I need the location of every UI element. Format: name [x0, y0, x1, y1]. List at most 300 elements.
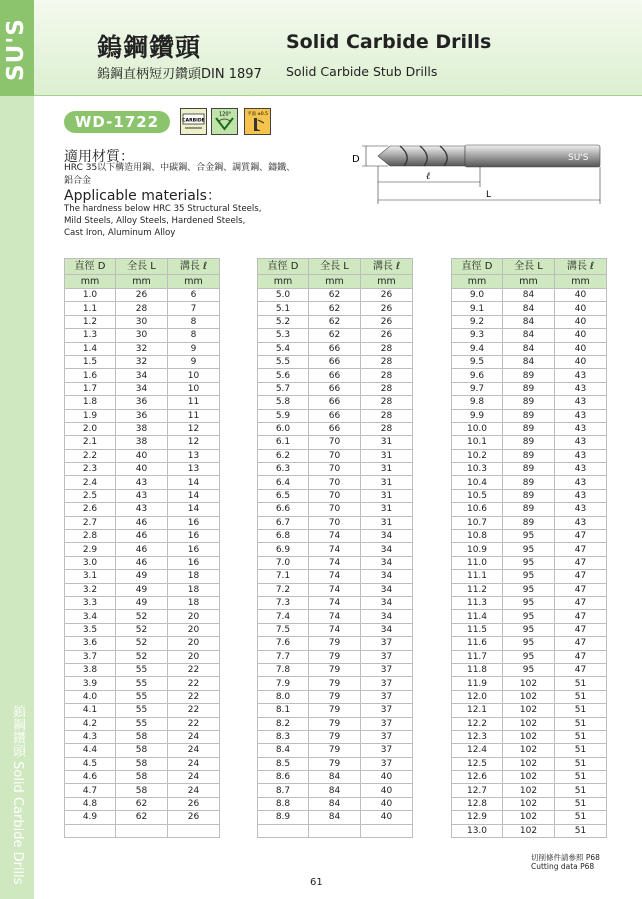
cell-diameter: 13.0: [452, 824, 503, 837]
cell-flute-length: 31: [361, 449, 413, 462]
table-row: [258, 663, 413, 676]
table-row: [452, 315, 607, 328]
cell-diameter: 11.9: [452, 677, 503, 690]
cell-total-length: 58: [116, 744, 168, 757]
table-row: [258, 342, 413, 355]
header-divider: [34, 95, 642, 96]
cell-flute-length: 10: [168, 382, 220, 395]
table-row: [452, 302, 607, 315]
cell-flute-length: 18: [168, 570, 220, 583]
col-total-length: 全長 L: [116, 259, 168, 275]
drill-diagram: [340, 132, 610, 212]
materials-text-zh: HRC 35以下構造用鋼、中碳鋼、合金鋼、調質鋼、鑄鐵、鋁合金: [64, 163, 296, 186]
cell-flute-length: 40: [555, 302, 607, 315]
cell-diameter: 11.7: [452, 650, 503, 663]
cell-diameter: 1.6: [65, 369, 116, 382]
cell-diameter: 4.3: [65, 730, 116, 743]
cell-diameter: 8.9: [258, 811, 309, 824]
cell-flute-length: 28: [361, 355, 413, 368]
cell-flute-length: 13: [168, 463, 220, 476]
table-row: [258, 355, 413, 368]
cell-flute-length: 22: [168, 663, 220, 676]
table-row: [65, 396, 220, 409]
cell-total-length: 62: [309, 329, 361, 342]
table-row: [258, 610, 413, 623]
col-flute-length: 溝長 ℓ: [555, 259, 607, 275]
table-row: [258, 449, 413, 462]
carbide-icon: [180, 108, 207, 135]
cell-flute-length: 51: [555, 771, 607, 784]
table-row: [452, 489, 607, 502]
cell-diameter: 1.7: [65, 382, 116, 395]
cell-flute-length: 26: [361, 302, 413, 315]
unit: mm: [65, 275, 116, 289]
cell-flute-length: 51: [555, 744, 607, 757]
cell-total-length: 40: [116, 449, 168, 462]
cell-diameter: 8.0: [258, 690, 309, 703]
cell-diameter: 2.5: [65, 489, 116, 502]
cell-diameter: 12.3: [452, 730, 503, 743]
cell-flute-length: 28: [361, 369, 413, 382]
table-row: [65, 516, 220, 529]
cell-diameter: 7.2: [258, 583, 309, 596]
cell-total-length: 89: [503, 396, 555, 409]
table-row: [452, 623, 607, 636]
table-row: [258, 315, 413, 328]
cell-total-length: 79: [309, 637, 361, 650]
cell-diameter: 10.3: [452, 463, 503, 476]
cell-total-length: 62: [309, 302, 361, 315]
cell-total-length: 36: [116, 396, 168, 409]
cell-diameter: 1.8: [65, 396, 116, 409]
table-row: [258, 690, 413, 703]
cell-total-length: 66: [309, 355, 361, 368]
cell-flute-length: 20: [168, 637, 220, 650]
table-row: [258, 811, 413, 824]
cell-total-length: 84: [503, 342, 555, 355]
cell-flute-length: 51: [555, 757, 607, 770]
cell-total-length: 58: [116, 771, 168, 784]
cell-flute-length: 47: [555, 543, 607, 556]
drill-mark: SU'S: [568, 153, 589, 163]
col-flute-length: 溝長 ℓ: [168, 259, 220, 275]
cell-diameter: 5.0: [258, 289, 309, 302]
cell-total-length: 89: [503, 409, 555, 422]
cell-flute-length: 24: [168, 757, 220, 770]
cell-diameter: 11.0: [452, 556, 503, 569]
cell-total-length: 26: [116, 289, 168, 302]
cell-diameter: 9.6: [452, 369, 503, 382]
cell-flute-length: [168, 824, 220, 837]
cell-total-length: 84: [503, 329, 555, 342]
cell-total-length: 95: [503, 637, 555, 650]
table-row: [65, 342, 220, 355]
cell-total-length: 79: [309, 730, 361, 743]
cell-diameter: 11.2: [452, 583, 503, 596]
table-row: [258, 476, 413, 489]
cell-diameter: 12.4: [452, 744, 503, 757]
cell-diameter: 12.5: [452, 757, 503, 770]
cell-diameter: 3.3: [65, 596, 116, 609]
cell-total-length: 46: [116, 530, 168, 543]
cell-total-length: 79: [309, 677, 361, 690]
cell-total-length: 95: [503, 543, 555, 556]
cell-flute-length: 31: [361, 463, 413, 476]
col-total-length: 全長 L: [503, 259, 555, 275]
cell-diameter: 4.5: [65, 757, 116, 770]
cell-diameter: 5.9: [258, 409, 309, 422]
table-row: [258, 650, 413, 663]
cutting-data-ref-zh: 切削條件請參照 P68: [531, 853, 600, 862]
table-row: [258, 730, 413, 743]
cell-diameter: 6.9: [258, 543, 309, 556]
cell-total-length: 89: [503, 422, 555, 435]
cell-flute-length: 12: [168, 436, 220, 449]
cell-total-length: 89: [503, 382, 555, 395]
cell-diameter: 12.8: [452, 797, 503, 810]
cell-total-length: 36: [116, 409, 168, 422]
cell-total-length: 102: [503, 717, 555, 730]
materials-line: Mild Steels, Alloy Steels, Hardened Steels,: [64, 216, 246, 226]
table-row: [452, 610, 607, 623]
table-row: [65, 637, 220, 650]
cell-diameter: 7.6: [258, 637, 309, 650]
cell-flute-length: 40: [361, 797, 413, 810]
cell-total-length: 84: [503, 315, 555, 328]
table-row: [452, 409, 607, 422]
cell-diameter: 5.5: [258, 355, 309, 368]
table-row: [65, 623, 220, 636]
cell-flute-length: 6: [168, 289, 220, 302]
cell-flute-length: 31: [361, 476, 413, 489]
cell-total-length: 70: [309, 476, 361, 489]
table-row: [65, 503, 220, 516]
table-row: [452, 543, 607, 556]
cell-flute-length: 51: [555, 704, 607, 717]
table-row: [258, 436, 413, 449]
subtitle-zh: 鎢鋼直柄短刃鑽頭DIN 1897: [97, 67, 262, 82]
cell-flute-length: 31: [361, 516, 413, 529]
table-row: [452, 784, 607, 797]
table-row: [65, 355, 220, 368]
cutting-data-ref-en: Cutting data P68: [531, 862, 595, 871]
table-row: [452, 369, 607, 382]
cell-flute-length: 37: [361, 730, 413, 743]
table-row: [452, 771, 607, 784]
cell-total-length: 55: [116, 663, 168, 676]
cell-diameter: 8.1: [258, 704, 309, 717]
cell-total-length: 89: [503, 489, 555, 502]
cell-total-length: 84: [309, 771, 361, 784]
cell-diameter: 3.5: [65, 623, 116, 636]
table-row: [65, 556, 220, 569]
cell-diameter: 8.8: [258, 797, 309, 810]
table-row: [65, 329, 220, 342]
cell-diameter: 8.4: [258, 744, 309, 757]
table-row: [258, 704, 413, 717]
table-row: [258, 422, 413, 435]
cell-flute-length: 51: [555, 811, 607, 824]
cell-total-length: 74: [309, 610, 361, 623]
cell-diameter: 10.0: [452, 422, 503, 435]
cell-diameter: 3.0: [65, 556, 116, 569]
cell-flute-length: 37: [361, 663, 413, 676]
cell-flute-length: 24: [168, 784, 220, 797]
cell-flute-length: 24: [168, 730, 220, 743]
materials-heading-zh: 適用材質：: [64, 149, 134, 165]
cell-total-length: 79: [309, 704, 361, 717]
table-row: [65, 744, 220, 757]
cell-total-length: 46: [116, 516, 168, 529]
cell-flute-length: 51: [555, 824, 607, 837]
table-row: [65, 302, 220, 315]
table-row: [258, 596, 413, 609]
cell-flute-length: 51: [555, 730, 607, 743]
cell-diameter: 9.4: [452, 342, 503, 355]
table-row: [452, 757, 607, 770]
cell-total-length: 32: [116, 342, 168, 355]
cell-total-length: 49: [116, 583, 168, 596]
cell-flute-length: 26: [361, 329, 413, 342]
cell-flute-length: 40: [555, 329, 607, 342]
table-row: [65, 570, 220, 583]
cell-diameter: 1.1: [65, 302, 116, 315]
table-row: [258, 744, 413, 757]
table-row: [452, 637, 607, 650]
table-row: [65, 583, 220, 596]
table-row: [258, 516, 413, 529]
cell-flute-length: 43: [555, 449, 607, 462]
table-row: [65, 530, 220, 543]
table-row: [258, 382, 413, 395]
cell-flute-length: 28: [361, 422, 413, 435]
table-row: [452, 476, 607, 489]
cell-total-length: 102: [503, 797, 555, 810]
cell-diameter: 4.4: [65, 744, 116, 757]
cell-flute-length: 34: [361, 556, 413, 569]
cell-flute-length: 43: [555, 396, 607, 409]
table-row: [65, 369, 220, 382]
cell-total-length: 46: [116, 556, 168, 569]
cell-diameter: 5.7: [258, 382, 309, 395]
table-row: [452, 596, 607, 609]
cell-flute-length: 43: [555, 489, 607, 502]
cell-total-length: 102: [503, 730, 555, 743]
cell-flute-length: 34: [361, 596, 413, 609]
table-row: [258, 583, 413, 596]
cell-flute-length: 9: [168, 342, 220, 355]
materials-line: The hardness below HRC 35 Structural Steels,: [64, 204, 262, 214]
cell-diameter: 11.4: [452, 610, 503, 623]
cell-total-length: 95: [503, 610, 555, 623]
cell-total-length: 70: [309, 436, 361, 449]
cell-diameter: 7.9: [258, 677, 309, 690]
table-row: [258, 463, 413, 476]
cell-flute-length: 47: [555, 623, 607, 636]
cell-diameter: 11.6: [452, 637, 503, 650]
cell-diameter: 2.8: [65, 530, 116, 543]
cell-diameter: 6.3: [258, 463, 309, 476]
cell-flute-length: 43: [555, 369, 607, 382]
table-row: [258, 302, 413, 315]
cell-total-length: 79: [309, 663, 361, 676]
table-row: [452, 556, 607, 569]
svg-text:平面 ±0.5: 平面 ±0.5: [247, 112, 268, 117]
cell-flute-length: 26: [168, 811, 220, 824]
table-row: [65, 543, 220, 556]
table-row: [452, 730, 607, 743]
cell-diameter: 5.2: [258, 315, 309, 328]
table-row: [65, 610, 220, 623]
table-row: [258, 556, 413, 569]
cell-diameter: 7.0: [258, 556, 309, 569]
cell-diameter: 6.2: [258, 449, 309, 462]
cell-diameter: 12.7: [452, 784, 503, 797]
cell-flute-length: 34: [361, 583, 413, 596]
table-row: [452, 422, 607, 435]
cell-diameter: 10.5: [452, 489, 503, 502]
cell-flute-length: 26: [361, 315, 413, 328]
cell-diameter: [258, 824, 309, 837]
cell-flute-length: 14: [168, 476, 220, 489]
table-row: [452, 530, 607, 543]
cell-diameter: 7.5: [258, 623, 309, 636]
cell-total-length: 52: [116, 610, 168, 623]
cell-flute-length: 24: [168, 771, 220, 784]
cell-flute-length: 31: [361, 503, 413, 516]
cell-total-length: 34: [116, 369, 168, 382]
table-row: [65, 409, 220, 422]
cell-flute-length: 47: [555, 570, 607, 583]
cell-flute-length: 22: [168, 690, 220, 703]
cell-total-length: 84: [503, 302, 555, 315]
cell-diameter: 3.6: [65, 637, 116, 650]
cell-total-length: 62: [116, 797, 168, 810]
cell-flute-length: 26: [168, 797, 220, 810]
cell-diameter: 3.9: [65, 677, 116, 690]
table-row: [452, 704, 607, 717]
table-row: [258, 677, 413, 690]
cell-flute-length: 8: [168, 329, 220, 342]
cell-total-length: 74: [309, 570, 361, 583]
col-diameter: 直徑 D: [258, 259, 309, 275]
side-brand-block: [0, 0, 34, 96]
point-angle-icon: [211, 108, 238, 135]
table-row: [258, 623, 413, 636]
cell-flute-length: 51: [555, 797, 607, 810]
cell-total-length: 74: [309, 623, 361, 636]
cell-flute-length: 40: [555, 355, 607, 368]
table-row: [452, 570, 607, 583]
table-row: [258, 570, 413, 583]
cell-total-length: 95: [503, 650, 555, 663]
svg-text:120°: 120°: [218, 111, 232, 118]
cell-total-length: 95: [503, 583, 555, 596]
cell-total-length: 84: [309, 811, 361, 824]
cell-total-length: 79: [309, 690, 361, 703]
cell-flute-length: 40: [555, 289, 607, 302]
cell-total-length: 32: [116, 355, 168, 368]
cell-flute-length: 43: [555, 382, 607, 395]
table-row: [258, 797, 413, 810]
cell-total-length: 102: [503, 744, 555, 757]
cell-total-length: 89: [503, 369, 555, 382]
cell-total-length: 34: [116, 382, 168, 395]
table-row: [452, 449, 607, 462]
table-row: [65, 784, 220, 797]
cell-diameter: 4.0: [65, 690, 116, 703]
cell-flute-length: 20: [168, 610, 220, 623]
table-row: [258, 824, 413, 837]
table-row: [452, 355, 607, 368]
cell-total-length: 43: [116, 503, 168, 516]
cell-flute-length: 37: [361, 704, 413, 717]
table-row: [65, 449, 220, 462]
cell-total-length: 102: [503, 704, 555, 717]
unit: mm: [452, 275, 503, 289]
cell-diameter: 4.1: [65, 704, 116, 717]
cell-flute-length: 47: [555, 530, 607, 543]
cell-total-length: 89: [503, 449, 555, 462]
cell-flute-length: [361, 824, 413, 837]
table-row: [452, 717, 607, 730]
cell-diameter: 12.9: [452, 811, 503, 824]
table-row: [452, 436, 607, 449]
cell-total-length: 43: [116, 476, 168, 489]
table-row: [258, 289, 413, 302]
cell-total-length: 30: [116, 329, 168, 342]
cell-flute-length: 47: [555, 663, 607, 676]
cell-flute-length: 40: [361, 811, 413, 824]
cell-total-length: 95: [503, 556, 555, 569]
cell-flute-length: 11: [168, 409, 220, 422]
table-row: [452, 463, 607, 476]
table-row: [452, 342, 607, 355]
cell-diameter: 8.7: [258, 784, 309, 797]
cell-diameter: 2.4: [65, 476, 116, 489]
table-row: [65, 824, 220, 837]
cell-flute-length: 28: [361, 342, 413, 355]
cell-diameter: 12.1: [452, 704, 503, 717]
table-row: [258, 396, 413, 409]
table-row: [65, 422, 220, 435]
cell-diameter: 6.8: [258, 530, 309, 543]
cell-diameter: 9.3: [452, 329, 503, 342]
table-row: [258, 771, 413, 784]
cell-flute-length: 43: [555, 409, 607, 422]
cell-flute-length: 12: [168, 422, 220, 435]
cell-flute-length: 9: [168, 355, 220, 368]
cell-total-length: 55: [116, 717, 168, 730]
cell-total-length: 49: [116, 570, 168, 583]
cell-total-length: 95: [503, 570, 555, 583]
cell-flute-length: 28: [361, 382, 413, 395]
cell-total-length: 58: [116, 730, 168, 743]
cell-flute-length: 7: [168, 302, 220, 315]
unit: mm: [361, 275, 413, 289]
cell-flute-length: 37: [361, 757, 413, 770]
table-row: [258, 757, 413, 770]
cell-flute-length: 34: [361, 543, 413, 556]
cell-diameter: 3.1: [65, 570, 116, 583]
cell-diameter: 7.1: [258, 570, 309, 583]
cell-flute-length: 37: [361, 650, 413, 663]
cell-diameter: 10.2: [452, 449, 503, 462]
table-row: [452, 690, 607, 703]
cell-flute-length: 51: [555, 717, 607, 730]
cell-flute-length: 43: [555, 436, 607, 449]
table-row: [65, 757, 220, 770]
